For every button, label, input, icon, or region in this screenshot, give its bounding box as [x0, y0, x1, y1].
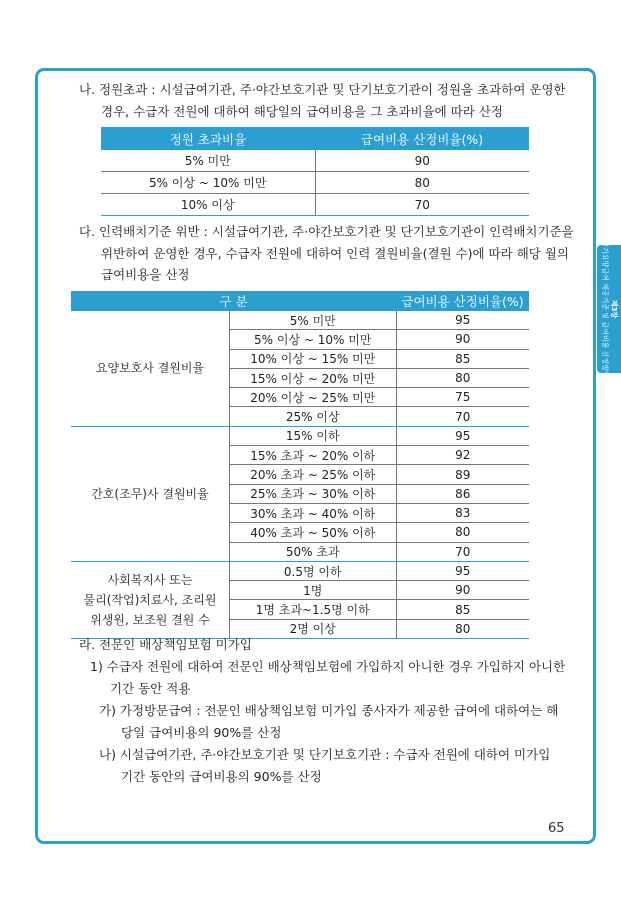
chapter-side-tab[interactable]	[597, 240, 621, 378]
category-line: 물리(작업)치료사, 조리원	[83, 592, 217, 607]
table-cell: 5% 이상 ~ 10% 미만	[101, 172, 315, 194]
table-cell: 70	[315, 194, 529, 216]
table-cell: 0.5명 이하	[230, 561, 397, 580]
column-header: 정원 초과비율	[101, 127, 315, 150]
table-cell: 25% 초과 ~ 30% 이하	[230, 484, 397, 503]
table-cell: 80	[396, 619, 529, 638]
table-cell: 92	[396, 446, 529, 465]
table-cell: 75	[396, 388, 529, 407]
overcapacity-table	[101, 127, 529, 216]
table-row	[101, 172, 529, 194]
section-da-line1: 다. 인력배치기준 위반 : 시설급여기관, 주·야간보호기관 및 단기보호기관이 인력배치기준을	[79, 224, 574, 239]
section-ra-item-ga-line1: 가) 가정방문급여 : 전문인 배상책임보험 미가입 종사자가 제공한 급여에 대하여는 해	[99, 703, 559, 718]
column-header-rate: 급여비용 산정비율(%)	[396, 291, 529, 311]
table-cell: 80	[396, 368, 529, 387]
section-ra-item-ga-line2: 당일 급여비용의 90%를 산정	[121, 725, 282, 740]
table-cell: 40% 초과 ~ 50% 이하	[230, 523, 397, 542]
table-cell: 85	[396, 349, 529, 368]
table-row	[71, 561, 529, 580]
column-header-category: 구 분	[71, 291, 396, 311]
table-cell: 10% 이상	[101, 194, 315, 216]
column-header: 급여비용 산정비율(%)	[315, 127, 529, 150]
section-na-line1: 나. 정원초과 : 시설급여기관, 주·야간보호기관 및 단기보호기관이 정원을 초과하여 운영한	[79, 82, 566, 97]
table-cell: 15% 초과 ~ 20% 이하	[230, 446, 397, 465]
table-row	[71, 311, 529, 330]
page-number: 65	[548, 821, 565, 836]
section-ra-item1-line2: 기간 동안 적용	[110, 681, 191, 696]
category-line: 사회복지사 또는	[107, 572, 193, 587]
table-row	[101, 150, 529, 172]
category-cell: 요양보호사 결원비율	[71, 311, 230, 426]
side-tab-text	[600, 240, 618, 377]
section-da-line3: 급여비용을 산정	[101, 267, 190, 282]
table-cell: 83	[396, 503, 529, 522]
section-ra-item-na-line2: 기간 동안의 급여비용의 90%를 산정	[121, 769, 322, 784]
table-cell: 5% 미만	[101, 150, 315, 172]
table-cell: 80	[396, 523, 529, 542]
table-row	[71, 426, 529, 445]
table-cell: 20% 초과 ~ 25% 이하	[230, 465, 397, 484]
table-cell: 90	[396, 330, 529, 349]
table-cell: 25% 이상	[230, 407, 397, 426]
table-cell: 50% 초과	[230, 542, 397, 561]
table-cell: 15% 이하	[230, 426, 397, 445]
category-cell: 간호(조무)사 결원비율	[71, 426, 230, 561]
table-cell: 90	[315, 150, 529, 172]
table-header-row	[101, 127, 529, 150]
table-cell: 95	[396, 561, 529, 580]
category-line: 위생원, 보조원 결원 수	[90, 612, 210, 627]
section-ra-item-na-line1: 나) 시설급여기관, 주·야간보호기관 및 단기보호기관 : 수급자 전원에 대하여 미가입	[99, 747, 551, 762]
table-cell: 95	[396, 311, 529, 330]
table-cell: 80	[315, 172, 529, 194]
section-ra-title: 라. 전문인 배상책임보험 미가입	[79, 637, 252, 652]
table-cell: 10% 이상 ~ 15% 미만	[230, 349, 397, 368]
table-cell: 95	[396, 426, 529, 445]
table-row	[101, 194, 529, 216]
table-cell: 85	[396, 600, 529, 619]
table-cell: 2명 이상	[230, 619, 397, 638]
table-cell: 1명 초과~1.5명 이하	[230, 600, 397, 619]
section-da-line2: 위반하여 운영한 경우, 수급자 전원에 대하여 인력 결원비율(결원 수)에 따라 해당 월의	[101, 246, 569, 261]
table-cell: 89	[396, 465, 529, 484]
table-cell: 1명	[230, 581, 397, 600]
section-ra-item1-line1: 1) 수급자 전원에 대하여 전문인 배상책임보험에 가입하지 아니한 경우 가입하지 아니한	[90, 659, 566, 674]
table-cell: 90	[396, 581, 529, 600]
table-cell: 5% 이상 ~ 10% 미만	[230, 330, 397, 349]
table-header-row	[71, 291, 529, 311]
table-cell: 30% 초과 ~ 40% 이하	[230, 503, 397, 522]
section-na-line2: 경우, 수급자 전원에 대하여 해당일의 급여비용을 그 초과비율에 따라 산정	[101, 104, 503, 119]
side-tab-chapter: 제3장	[610, 299, 618, 319]
table-cell: 5% 미만	[230, 311, 397, 330]
table-cell: 70	[396, 542, 529, 561]
side-tab-title: 장기요양급여 제공기준 및 급여비용 산정방법	[601, 240, 609, 378]
category-cell	[71, 561, 230, 638]
table-cell: 20% 이상 ~ 25% 미만	[230, 388, 397, 407]
staffing-table	[71, 291, 529, 639]
table-cell: 86	[396, 484, 529, 503]
table-cell: 15% 이상 ~ 20% 미만	[230, 368, 397, 387]
table-cell: 70	[396, 407, 529, 426]
